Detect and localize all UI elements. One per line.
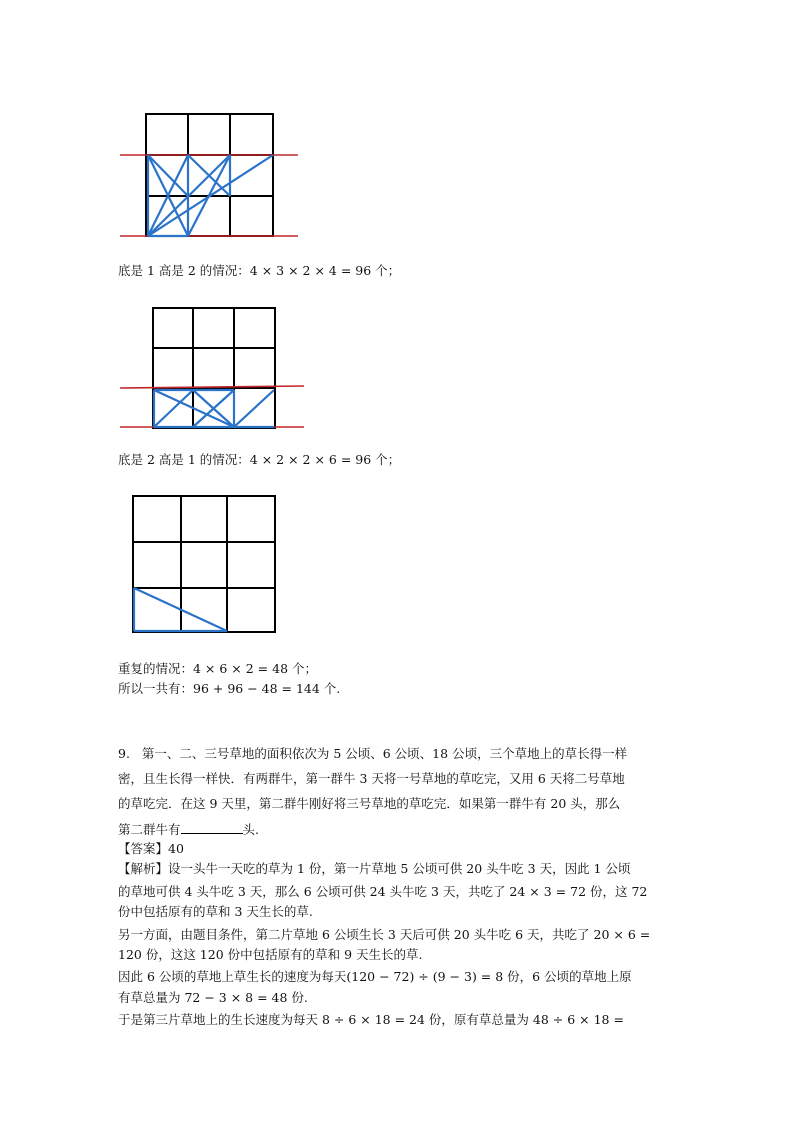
caption-repeat: 重复的情况：4 × 6 × 2 = 48 个；: [118, 661, 317, 676]
problem-number: 9.: [118, 746, 130, 761]
problem-line-1: [118, 745, 627, 763]
figure-grid-repeat: [125, 490, 285, 640]
analysis-label: 【解析】: [118, 861, 169, 876]
analysis-line-4: 另一方面，由题目条件，第二片草地 6 公顷生长 3 天后可供 20 头牛吃 6 天，共吃了 20 × 6 =: [118, 927, 651, 942]
problem-line-4: 第二群牛有 头.: [118, 822, 259, 837]
figure-grid-case2: [118, 303, 308, 433]
caption-total: 所以一共有：96 + 96 − 48 = 144 个.: [118, 681, 341, 696]
caption-case2: 底是 2 高是 1 的情况：4 × 2 × 2 × 6 = 96 个；: [118, 452, 401, 467]
answer-line: [118, 840, 184, 858]
analysis-line-2: 的草地可供 4 头牛吃 3 天，那么 6 公顷可供 24 头牛吃 3 天，共吃了 24 × 3 = 72 份，这 72: [118, 884, 648, 899]
figure-grid-case1: [118, 108, 303, 243]
problem-line-2: 密，且生长得一样快．有两群牛，第一群牛 3 天将一号草地的草吃完，又用 6 天将二号草地: [118, 771, 625, 786]
problem-line-3: 的草吃完．在这 9 天里，第二群牛刚好将三号草地的草吃完．如果第一群牛有 20 头，那么: [118, 796, 621, 811]
analysis-line-7: 有草总量为 72 − 3 × 8 = 48 份.: [118, 990, 308, 1005]
analysis-line-6: 因此 6 公顷的草地上草生长的速度为每天(120 − 72) ÷ (9 − 3) = 8 份，6 公顷的草地上原: [118, 969, 632, 984]
answer-value: 40: [168, 841, 184, 856]
analysis-line-3: 份中包括原有的草和 3 天生长的草.: [118, 904, 313, 919]
analysis-line-8: 于是第三片草地上的生长速度为每天 8 ÷ 6 × 18 = 24 份，原有草总量为 48 ÷ 6 × 18 =: [118, 1012, 624, 1027]
answer-label: 【答案】: [118, 841, 169, 856]
answer-blank: [181, 820, 243, 834]
caption-case1: 底是 1 高是 2 的情况：4 × 3 × 2 × 4 = 96 个；: [118, 263, 401, 278]
analysis-line-1: 【解析】设一头牛一天吃的草为 1 份，第一片草地 5 公顷可供 20 头牛吃 3 天，因此 1 公顷: [118, 861, 631, 876]
problem-text-1: 第一、二、三号草地的面积依次为 5 公顷、6 公顷、18 公顷，三个草地上的草长得一样: [141, 746, 628, 761]
analysis-line-5: 120 份，这这 120 份中包括原有的草和 9 天生长的草.: [118, 947, 423, 962]
